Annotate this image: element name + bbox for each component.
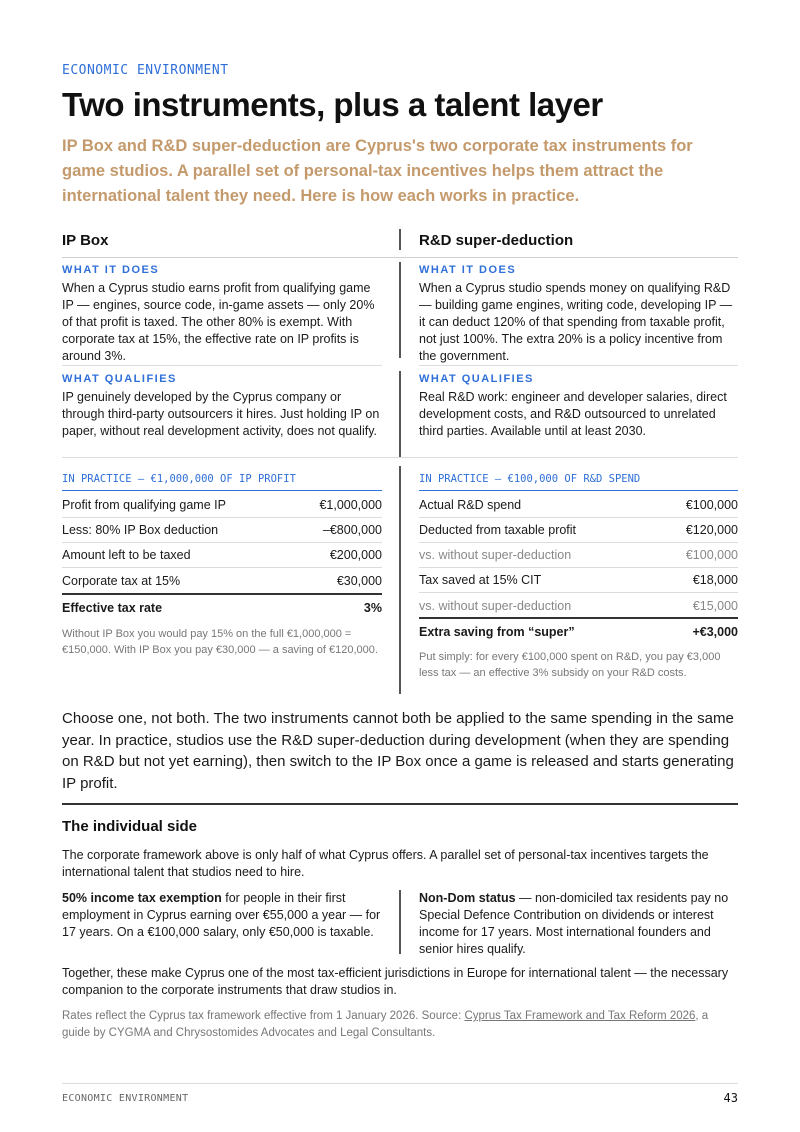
- row-value: €120,000: [685, 523, 738, 537]
- table-row: [419, 593, 738, 618]
- column-divider: [399, 371, 401, 457]
- column-divider: [399, 262, 401, 358]
- source-footnote: [62, 1008, 738, 1042]
- row-value: 3%: [363, 600, 382, 615]
- table-row: [419, 493, 738, 518]
- ipbox-qual-text: IP genuinely developed by the Cyprus company or through third-party outsourcers it hires. Just holding IP on paper, without real development activity, does not qualify.: [62, 390, 380, 438]
- row-label: Amount left to be taxed: [62, 548, 191, 562]
- together-paragraph: Together, these make Cyprus one of the most tax-efficient jurisdictions in Europe for international talent — the necessary companion to the corporate instruments that draw studios in.: [62, 966, 729, 997]
- table-row: [419, 518, 738, 543]
- ipbox-heading: IP Box: [62, 232, 109, 249]
- non-dom-title: Non-Dom status: [419, 891, 516, 905]
- footnote-post: , a guide by CYGMA and Chrysostomides Advocates and Legal Consultants.: [62, 1010, 709, 1039]
- ipbox-qual-label: WHAT QUALIFIES: [62, 373, 177, 385]
- row-value: €15,000: [692, 598, 738, 613]
- income-tax-exemption-title: 50% income tax exemption: [62, 891, 222, 905]
- lede: IP Box and R&D super-deduction are Cyprus's two corporate tax instruments for game studios. A parallel set of personal-tax incentives helps them attract the international talent they need. Here is how each works in practice.: [62, 137, 693, 205]
- rnd-practice-label: IN PRACTICE — €100,000 OF R&D SPEND: [419, 473, 641, 485]
- section-rule: [62, 803, 738, 805]
- page-number: 43: [723, 1091, 738, 1105]
- rnd-note: Put simply: for every €100,000 spent on R&D, you pay €3,000 less tax — an effective 3% subsidy on your R&D costs.: [419, 651, 721, 679]
- row-label: vs. without super-deduction: [419, 598, 572, 613]
- ipbox-practice-label: IN PRACTICE — €1,000,000 OF IP PROFIT: [62, 473, 296, 485]
- table-row: [419, 543, 738, 568]
- row-label: Effective tax rate: [62, 600, 163, 615]
- rnd-heading: R&D super-deduction: [419, 232, 574, 249]
- column-divider: [399, 890, 401, 954]
- row-label: Profit from qualifying game IP: [62, 498, 226, 512]
- source-link[interactable]: Cyprus Tax Framework and Tax Reform 2026: [464, 1010, 696, 1022]
- blue-rule: [419, 490, 738, 491]
- ipbox-what-label: WHAT IT DOES: [62, 264, 160, 276]
- row-label: Corporate tax at 15%: [62, 573, 181, 588]
- row-value: €100,000: [685, 498, 738, 512]
- row-value: +€3,000: [692, 624, 738, 639]
- row-value: €1,000,000: [319, 498, 382, 512]
- footer-rule: [62, 1083, 738, 1084]
- non-dom-text: — non-domiciled tax residents pay no Special Defence Contribution on dividends or interest income for 17 years. Most international founders and senior hires qualify.: [419, 891, 729, 956]
- row-label: Less: 80% IP Box deduction: [62, 523, 219, 537]
- table-row-total: [62, 593, 382, 620]
- divider: [62, 457, 738, 458]
- row-value: €18,000: [692, 573, 738, 587]
- individual-intro: The corporate framework above is only half of what Cyprus offers. A parallel set of personal-tax incentives targets the international talent that studios need to hire.: [62, 848, 709, 879]
- row-value: €200,000: [329, 548, 382, 562]
- table-row: [62, 518, 382, 543]
- row-label: Extra saving from “super”: [419, 624, 575, 639]
- income-tax-exemption: [62, 890, 387, 941]
- section-kicker: ECONOMIC ENVIRONMENT: [62, 63, 229, 78]
- row-label: Deducted from taxable profit: [419, 523, 577, 537]
- row-value: –€800,000: [322, 523, 382, 537]
- row-value: €30,000: [336, 573, 382, 588]
- row-label: Tax saved at 15% CIT: [419, 573, 542, 587]
- blue-rule: [62, 490, 382, 491]
- footnote-pre: Rates reflect the Cyprus tax framework effective from 1 January 2026. Source:: [62, 1010, 465, 1022]
- divider: [62, 365, 382, 366]
- divider: [419, 365, 738, 366]
- footer-section-label: ECONOMIC ENVIRONMENT: [62, 1093, 189, 1104]
- income-tax-exemption-text: for people in their first employment in Cyprus earning over €55,000 a year — for 17 years. On a €100,000 salary, only €50,000 is taxable.: [62, 891, 381, 939]
- table-row: [62, 568, 382, 593]
- row-value: €100,000: [685, 548, 738, 562]
- column-divider: [399, 466, 401, 694]
- ipbox-note: Without IP Box you would pay 15% on the full €1,000,000 = €150,000. With IP Box you pay €30,000 — a saving of €120,000.: [62, 628, 378, 656]
- table-row: [62, 543, 382, 568]
- non-dom-status: [419, 890, 738, 958]
- table-row: [419, 568, 738, 593]
- rnd-what-text: When a Cyprus studio spends money on qualifying R&D — building game engines, writing code, developing IP — it can deduct 120% of that spending from taxable profit, not just 100%. The extra 20% is a policy incentive from the government.: [419, 281, 733, 363]
- column-divider: [399, 229, 401, 250]
- ipbox-what-text: When a Cyprus studio earns profit from qualifying game IP — engines, source code, in-game assets — only 20% of that profit is taxed. The other 80% is exempt. With corporate tax at 15%, the effective rate on IP profits is around 3%.: [62, 281, 375, 363]
- page-title: Two instruments, plus a talent layer: [62, 86, 603, 123]
- individual-heading: The individual side: [62, 818, 198, 835]
- rnd-qual-text: Real R&D work: engineer and developer salaries, direct development costs, and R&D outsourced to unrelated third parties. Available until at least 2030.: [419, 390, 727, 438]
- row-label: vs. without super-deduction: [419, 548, 572, 562]
- rnd-qual-label: WHAT QUALIFIES: [419, 373, 534, 385]
- choose-paragraph: Choose one, not both. The two instruments cannot both be applied to the same spending in the same year. In practice, studios use the R&D super-deduction during development (when they are spending on R&D but not yet earning), then switch to the IP Box once a game is released and starts generating IP profit.: [62, 710, 734, 792]
- divider: [62, 257, 738, 258]
- table-row-total: [419, 617, 738, 644]
- rnd-what-label: WHAT IT DOES: [419, 264, 517, 276]
- row-label: Actual R&D spend: [419, 498, 522, 512]
- table-row: [62, 493, 382, 518]
- page: [62, 0, 738, 1132]
